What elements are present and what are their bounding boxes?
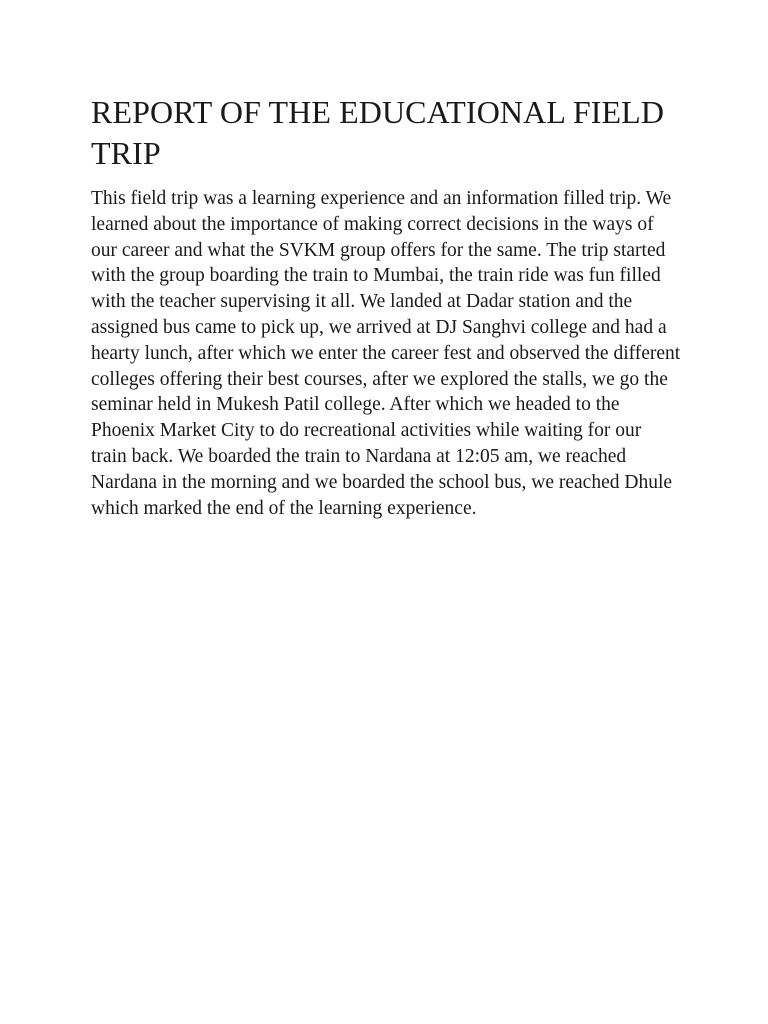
document-title: REPORT OF THE EDUCATIONAL FIELD TRIP <box>91 94 665 171</box>
document-page <box>91 92 681 521</box>
document-body-paragraph: This field trip was a learning experience and an information filled trip. We learned about the importance of making correct decisions in the ways of our career and what the SVKM group offers for the same. The trip started with the group boarding the train to Mumbai, the train ride was fun filled with the teacher supervising it all. We landed at Dadar station and the assigned bus came to pick up, we arrived at DJ Sanghvi college and had a hearty lunch, after which we enter the career fest and observed the different colleges offering their best courses, after we explored the stalls, we go the seminar held in Mukesh Patil college. After which we headed to the Phoenix Market City to do recreational activities while waiting for our train back. We boarded the train to Nardana at 12:05 am, we reached Nardana in the morning and we boarded the school bus, we reached Dhule which marked the end of the learning experience. <box>91 188 681 519</box>
